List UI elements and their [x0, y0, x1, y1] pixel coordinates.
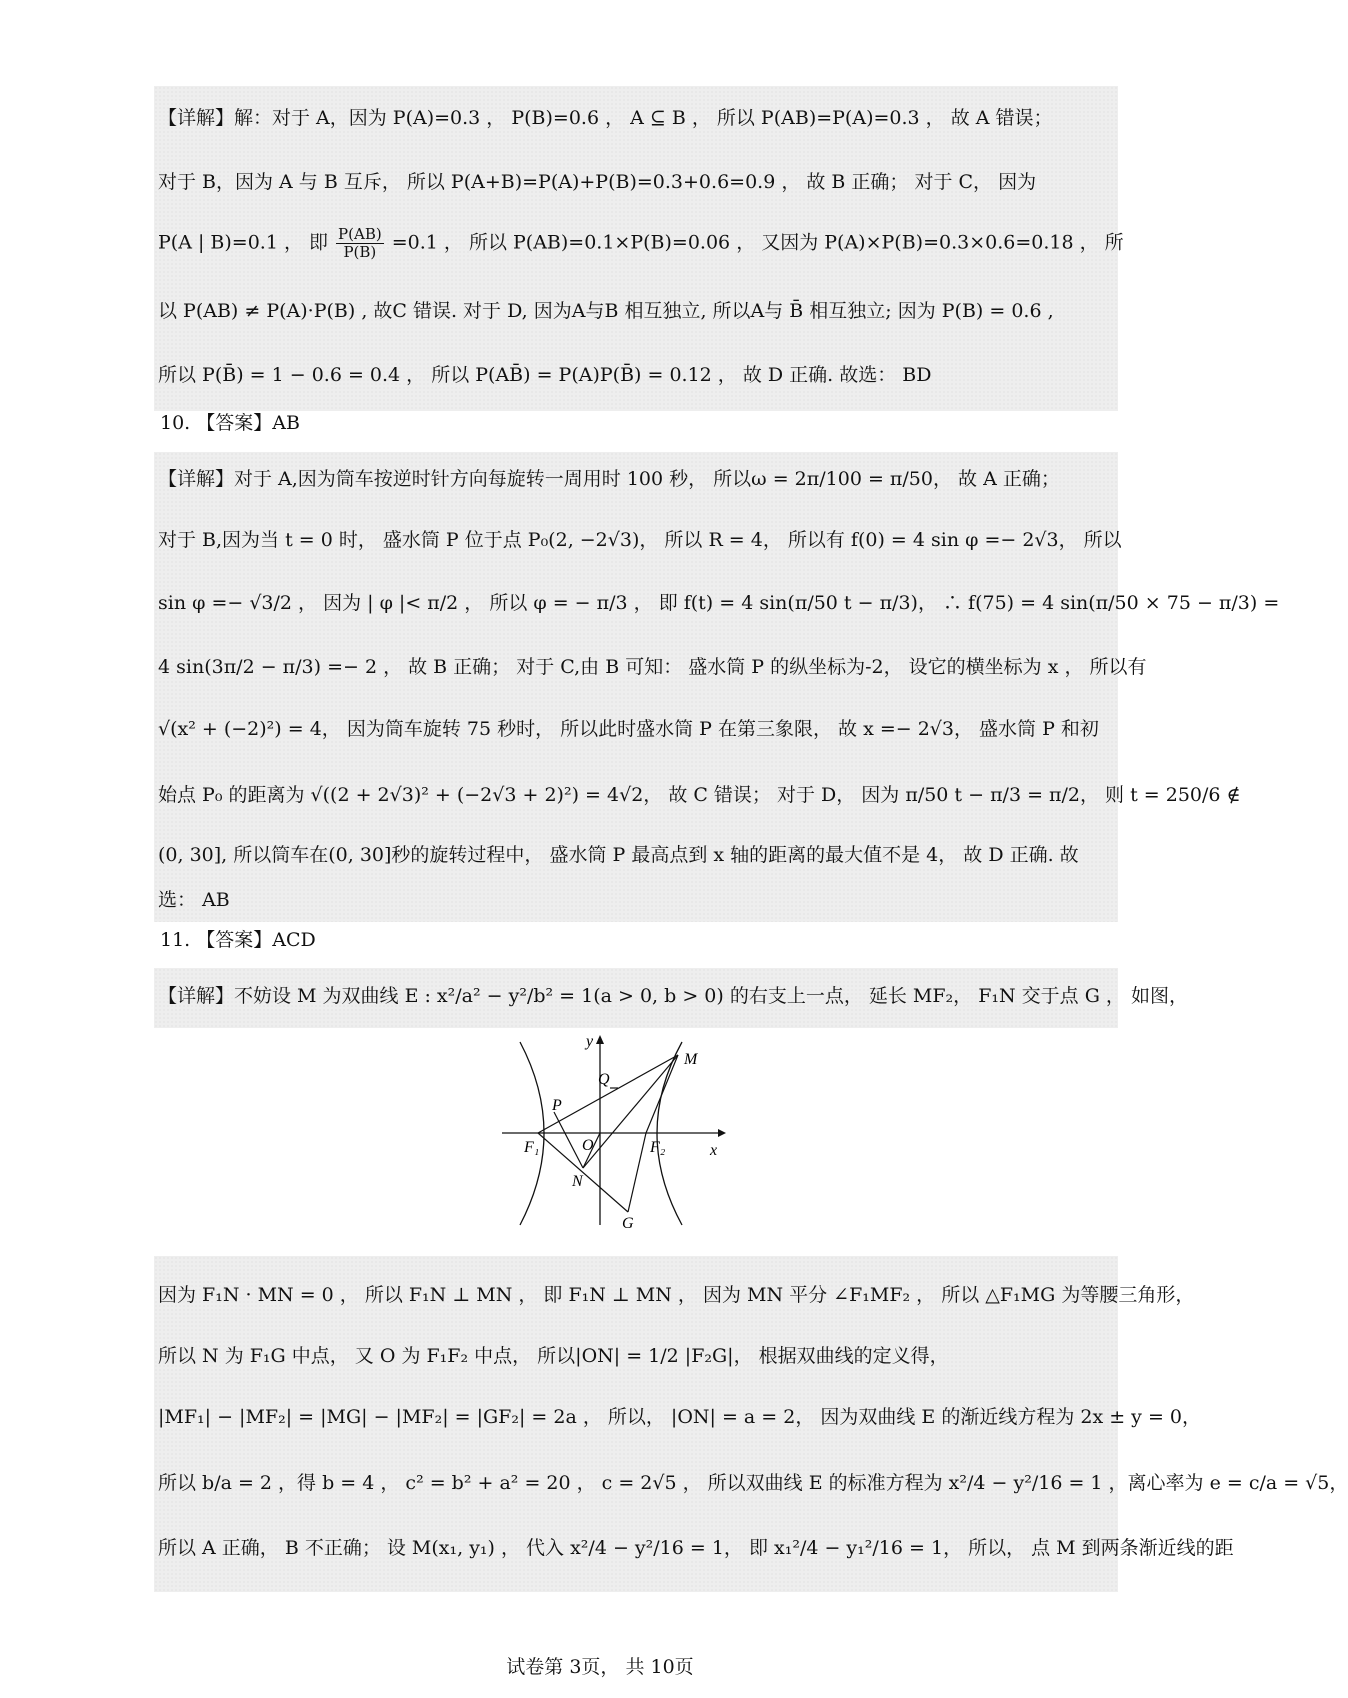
q11-line-6: 所以 A 正确， B 不正确； 设 M(x₁, y₁) ， 代入 x²/4 − y²/16 = 1， 即 x₁²/4 − y₁²/16 = 1， 所以， 点 M 到两条渐近线的距: [158, 1537, 1234, 1559]
fig-label-y: y: [586, 1033, 594, 1050]
fig-label-n: N: [572, 1173, 583, 1190]
q10-line-4: 4 sin(3π/2 − π/3) =− 2 ， 故 B 正确； 对于 C,由 B 可知： 盛水筒 P 的纵坐标为-2， 设它的横坐标为 x ， 所以有: [158, 656, 1147, 678]
q9-line-4: 以 P(AB) ≠ P(A)·P(B) , 故C 错误. 对于 D, 因为A与B 相互独立, 所以A与 B̄ 相互独立; 因为 P(B) = 0.6 ,: [158, 300, 1054, 322]
page-footer: 试卷第 3页， 共 10页: [506, 1656, 694, 1678]
fig-label-m: M: [684, 1051, 698, 1068]
q9-line-2: 对于 B，因为 A 与 B 互斥， 所以 P(A+B)=P(A)+P(B)=0.3+0.6=0.9 ， 故 B 正确； 对于 C， 因为: [158, 171, 1037, 193]
q9-fraction-den: P(B): [343, 243, 377, 261]
q9-line-1: 【详解】解：对于 A，因为 P(A)=0.3 ， P(B)=0.6 ， A ⊆ B ， 所以 P(AB)=P(A)=0.3 ， 故 A 错误；: [158, 107, 1053, 129]
q9-line-3: [158, 226, 1124, 261]
fig-label-o: O: [582, 1137, 594, 1154]
q11-line-5: 所以 b/a = 2 ，得 b = 4 ， c² = b² + a² = 20 ， c = 2√5 ， 所以双曲线 E 的标准方程为 x²/4 − y²/16 = 1 ，离心率为 e = c/a = √5，: [158, 1472, 1348, 1494]
q9-line-3-a: P(A | B)=0.1 ， 即: [158, 231, 328, 254]
fig-label-p: P: [552, 1097, 562, 1114]
q11-line-3: 所以 N 为 F₁G 中点， 又 O 为 F₁F₂ 中点， 所以|ON| = 1/2 |F₂G|， 根据双曲线的定义得，: [158, 1345, 949, 1367]
fig-label-f2: F₂: [650, 1139, 666, 1156]
q10-line-5: √(x² + (−2)²) = 4， 因为筒车旋转 75 秒时， 所以此时盛水筒 P 在第三象限， 故 x =− 2√3， 盛水筒 P 和初: [158, 718, 1099, 740]
q10-line-8: 选： AB: [158, 889, 230, 911]
fig-label-f1: F₁: [524, 1139, 540, 1156]
fig-label-g: G: [622, 1215, 634, 1232]
fig-label-q: Q: [598, 1071, 610, 1088]
q11-line-1: 【详解】不妨设 M 为双曲线 E : x²/a² − y²/b² = 1(a > 0, b > 0) 的右支上一点， 延长 MF₂， F₁N 交于点 G ， 如图，: [158, 985, 1188, 1007]
q11-line-2: 因为 F₁N · MN = 0 ， 所以 F₁N ⊥ MN ， 即 F₁N ⊥ MN ， 因为 MN 平分 ∠F₁MF₂ ， 所以 △F₁MG 为等腰三角形，: [158, 1284, 1195, 1306]
q10-line-6: 始点 P₀ 的距离为 √((2 + 2√3)² + (−2√3 + 2)²) = 4√2， 故 C 错误； 对于 D， 因为 π/50 t − π/3 = π/2， 则 t = 250/6 ∉: [158, 784, 1241, 806]
q10-line-1: 【详解】对于 A,因为筒车按逆时针方向每旋转一周用时 100 秒， 所以ω = 2π/100 = π/50， 故 A 正确；: [158, 468, 1060, 490]
q10-answer: 10. 【答案】AB: [160, 412, 300, 434]
q9-line-5: 所以 P(B̄) = 1 − 0.6 = 0.4 ， 所以 P(AB̄) = P(A)P(B̄) = 0.12 ， 故 D 正确. 故选： BD: [158, 364, 932, 386]
q9-fraction-num: P(AB): [338, 225, 382, 243]
q11-line-4: |MF₁| − |MF₂| = |MG| − |MF₂| = |GF₂| = 2a ， 所以， |ON| = a = 2， 因为双曲线 E 的渐近线方程为 2x ± y = 0，: [158, 1406, 1201, 1428]
q9-line-3-b: =0.1 ， 所以 P(AB)=0.1×P(B)=0.06 ， 又因为 P(A)×P(B)=0.3×0.6=0.18 ， 所: [391, 231, 1124, 254]
q11-answer: 11. 【答案】ACD: [160, 929, 316, 951]
q10-line-2: 对于 B,因为当 t = 0 时， 盛水筒 P 位于点 P₀(2, −2√3)， 所以 R = 4， 所以有 f(0) = 4 sin φ =− 2√3， 所以: [158, 529, 1122, 551]
q10-line-3: sin φ =− √3/2 ， 因为 | φ |< π/2 ， 所以 φ = − π/3 ， 即 f(t) = 4 sin(π/50 t − π/3)， ∴ f(75) = 4 sin(π/50 × 75 − π/3) =: [158, 592, 1280, 614]
q10-line-7: (0, 30], 所以筒车在(0, 30]秒的旋转过程中， 盛水筒 P 最高点到 x 轴的距离的最大值不是 4， 故 D 正确. 故: [158, 844, 1079, 866]
q9-fraction: [336, 226, 384, 261]
hyperbola-figure: [498, 1030, 738, 1230]
fig-label-x: x: [710, 1142, 718, 1159]
